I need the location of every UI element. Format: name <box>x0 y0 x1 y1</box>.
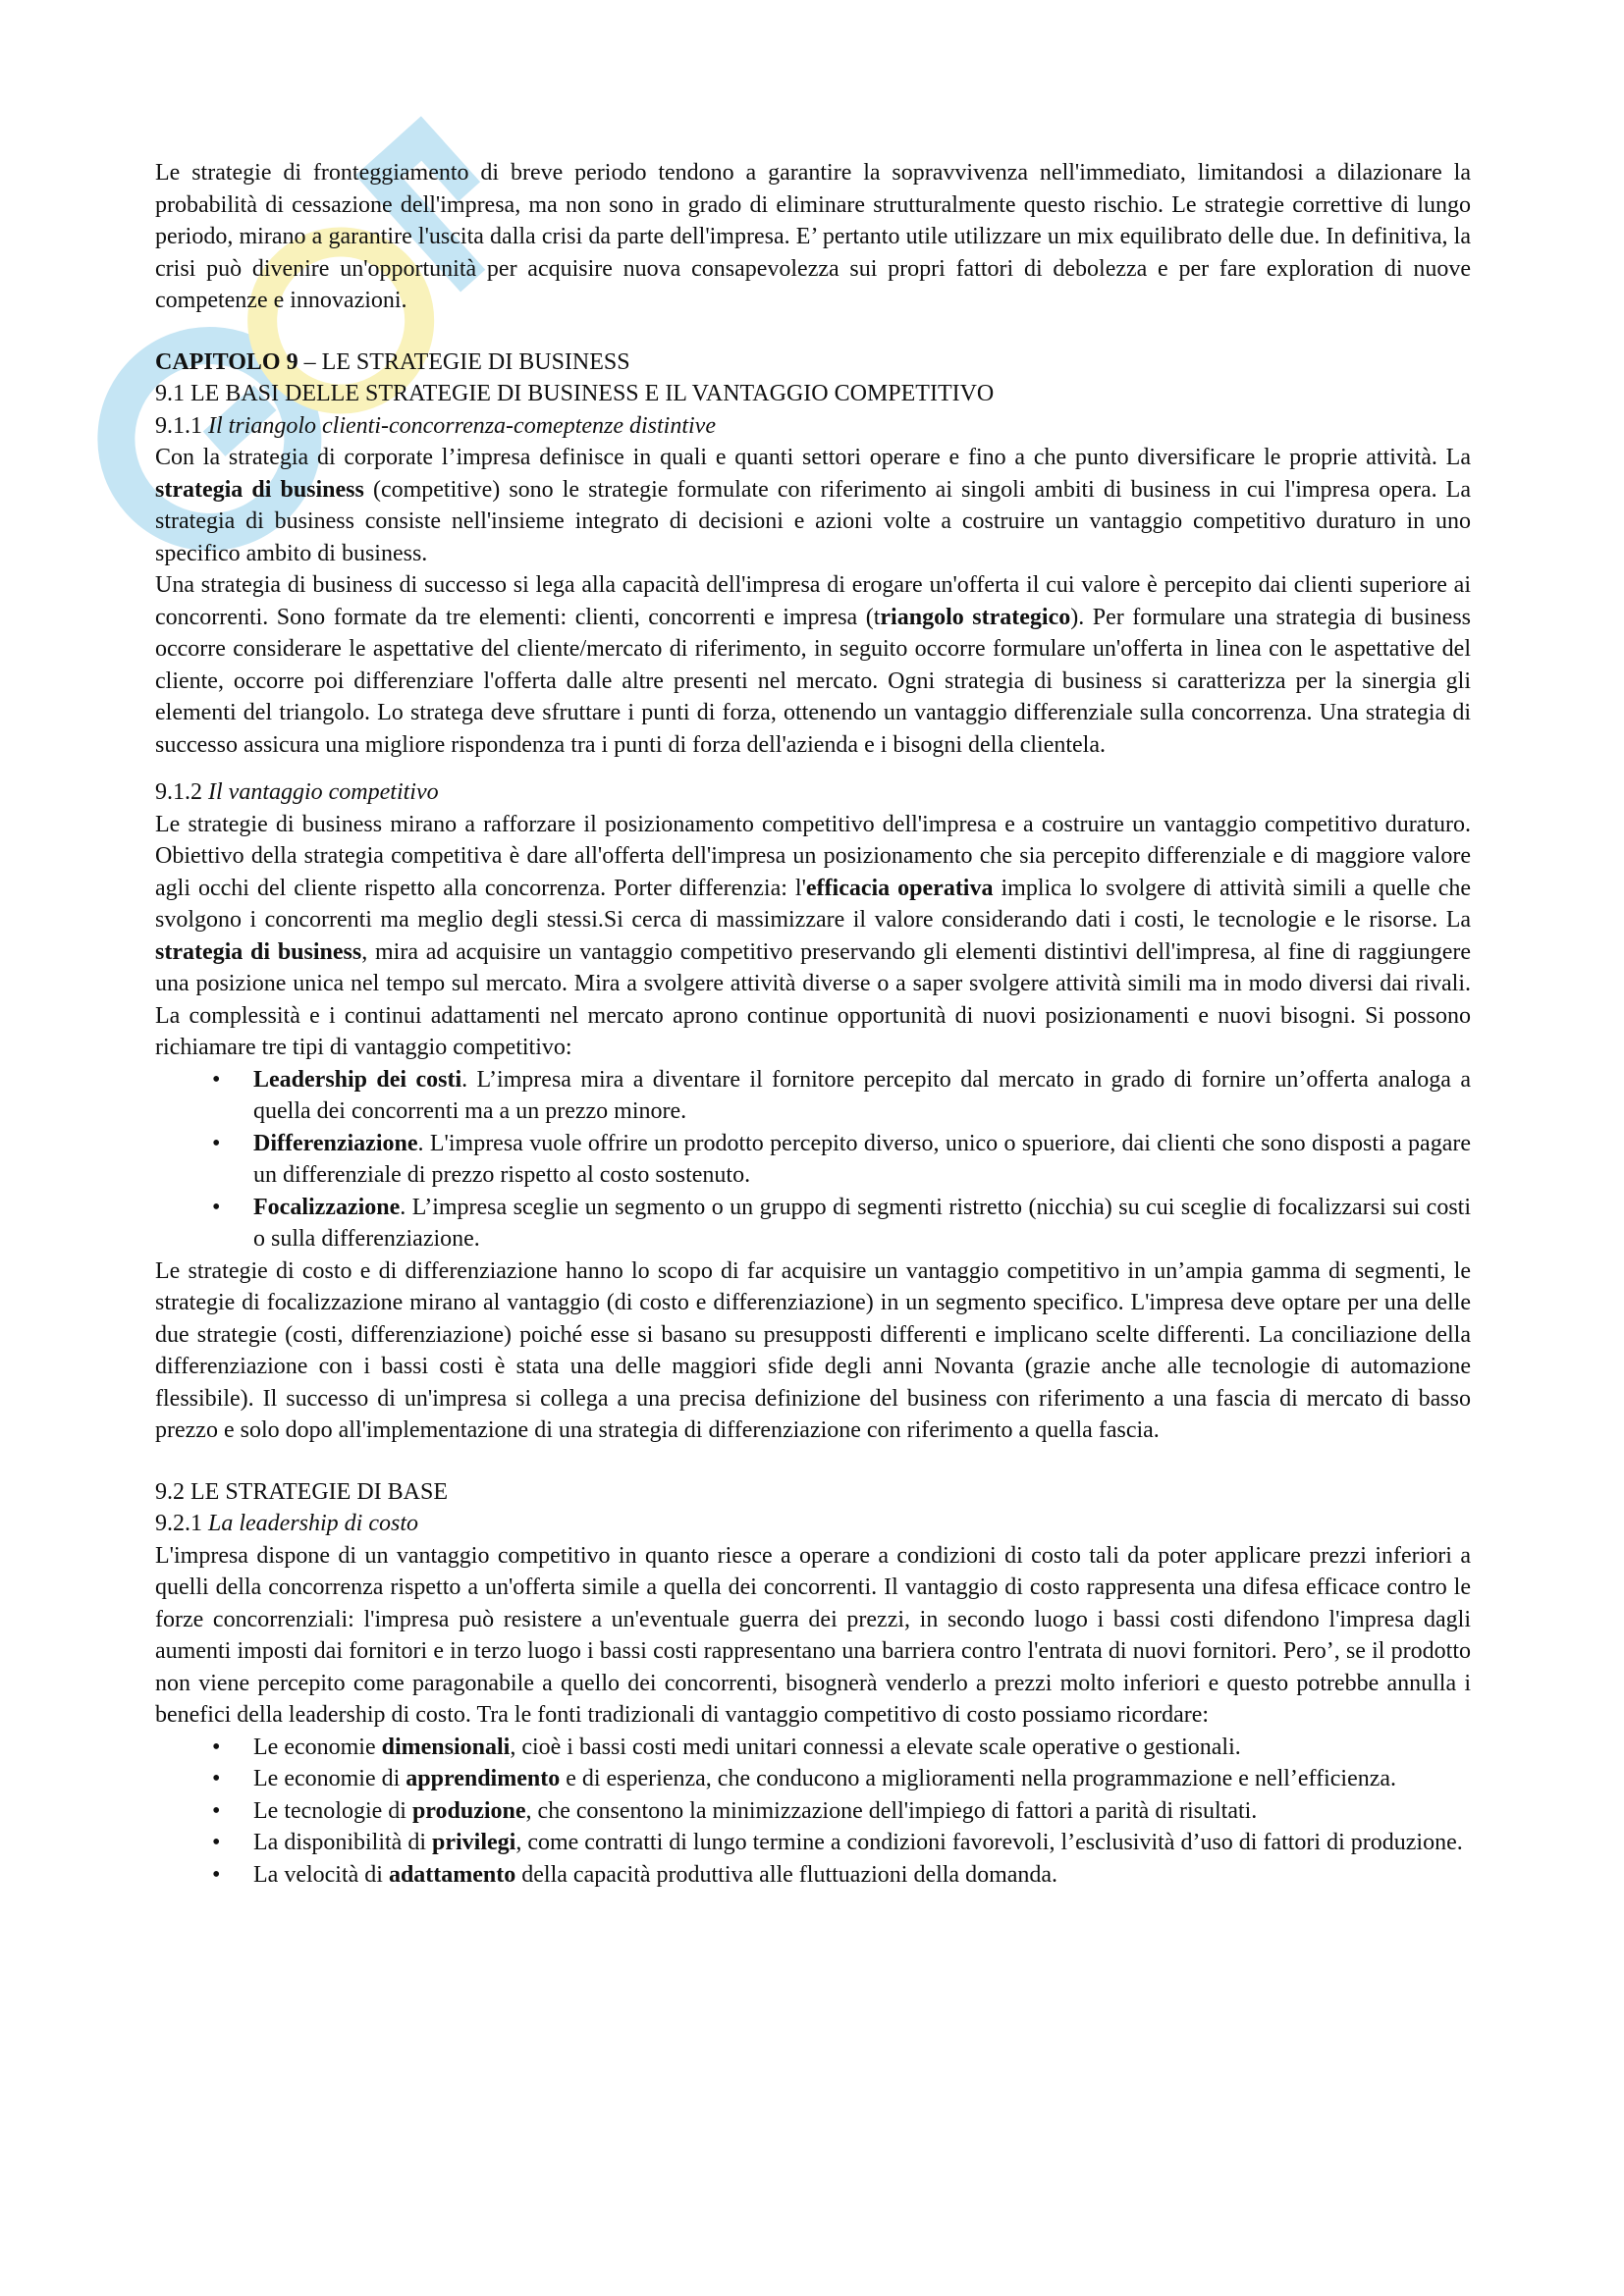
bold-term: apprendimento <box>406 1766 561 1791</box>
subsection-number: 9.2.1 <box>155 1511 208 1536</box>
bold-term: riangolo strategico <box>880 604 1071 630</box>
text-run: La velocità di <box>253 1861 389 1888</box>
paragraph-leadership-costo: L'impresa dispone di un vantaggio competitivo in quanto riesce a operare a condizioni di costo tali da poter applicare prezzi inferiori a quelli della concorrenza rispetto a un'offerta simile a quella dei concorrenti. Il vantaggio di costo rappresenta una difesa efficace contro le forze concorrenziali: l'impresa può resistere a un'eventuale guerra dei prezzi, in secondo luogo i bassi costi difendono l'impresa dagli aumenti imposti dai fornitori e in terzo luogo i bassi costi rappresentano una barriera contro l'entrata di nuovi fornitori. Pero’, se il prodotto non viene percepito come paragonabile a quello dei concorrenti, bisognerà venderlo a prezzi molto inferiori e questo potrebbe annulla i benefici della leadership di costo. Tra le fonti tradizionali di vantaggio competitivo di costo possiamo ricordare: <box>155 1542 1471 1728</box>
bold-term: efficacia operativa <box>805 875 994 901</box>
chapter-heading <box>155 347 1471 379</box>
text-run: , mira ad acquisire un vantaggio competitivo preservando gli elementi distintivi dell'impresa, al fine di raggiungere una posizione unica nel tempo sul mercato. Mira a svolgere attività diverse o a saper svolgere attività simili ma in modo diversi dai rivali. La complessità e i continui adattamenti nel mercato aprono continue opportunità di nuovi posizionamenti e nuovi bisogni. Si possono richiamare tre tipi di vantaggio competitivo: <box>155 938 1471 1060</box>
text-run: (competitive) sono le strategie formulate con riferimento ai singoli ambiti di business in cui l'impresa opera. La strategia di business consiste nell'insieme integrato di decisioni e azioni volte a costruire un vantaggio competitivo duraturo in uno specifico ambito di business. <box>155 476 1471 566</box>
bold-term: Leadership dei costi <box>253 1066 462 1093</box>
paragraph-triangolo <box>155 569 1471 761</box>
text-run: . L'impresa vuole offrire un prodotto percepito diverso, unico o spueriore, dai clienti che sono disposti a pagare un differenziale di prezzo rispetto al costo sostenuto. <box>253 1130 1471 1188</box>
intro-paragraph: Le strategie di fronteggiamento di breve periodo tendono a garantire la sopravvivenza nell'immediato, limitandosi a dilazionare la probabilità di cessazione dell'impresa, ma non sono in grado di eliminare strutturalmente questo rischio. Le strategie correttive di lungo periodo, mirano a garantire l'uscita dalla crisi da parte dell'impresa. E’ pertanto utile utilizzare un mix equilibrato delle due. In definitiva, la crisi può divenire un'opportunità per acquisire nuova consapevolezza sui propri fattori di debolezza e per fare exploration di nuove competenze e innovazioni. <box>155 160 1471 313</box>
subsection-title: Il triangolo clienti-concorrenza-comeptenze distintive <box>208 412 716 439</box>
list-item <box>155 1064 1471 1128</box>
subsection-heading-9-1-1 <box>155 410 1471 443</box>
chapter-label: CAPITOLO 9 <box>155 348 298 375</box>
section-heading-9-1: 9.1 LE BASI DELLE STRATEGIE DI BUSINESS E IL VANTAGGIO COMPETITIVO <box>155 381 995 406</box>
text-run: . L’impresa sceglie un segmento o un gruppo di segmenti ristretto (nicchia) su cui sceglie di focalizzarsi sui costi o sulla differenziazione. <box>253 1194 1471 1252</box>
list-item <box>155 1859 1471 1892</box>
bold-term: strategia di business <box>155 938 362 965</box>
list-item <box>155 1128 1471 1192</box>
paragraph-corporate-business <box>155 442 1471 569</box>
document-body <box>155 157 1471 1891</box>
subsection-heading-9-2-1 <box>155 1508 1471 1540</box>
text-run: Una strategia di business di successo si lega alla capacità dell'impresa di erogare un'offerta il cui valore è percepito dai clienti superiore ai concorrenti. Sono formate da tre elementi: clienti, concorrenti e impresa (t <box>155 572 1471 630</box>
list-item <box>155 1763 1471 1795</box>
list-item <box>155 1192 1471 1255</box>
subsection-number: 9.1.2 <box>155 779 208 805</box>
section-heading-9-2: 9.2 LE STRATEGIE DI BASE <box>155 1478 448 1505</box>
text-run: , che consentono la minimizzazione dell'impiego di fattori a parità di risultati. <box>525 1797 1258 1824</box>
text-run: La disponibilità di <box>253 1830 432 1855</box>
bold-term: Differenziazione <box>253 1130 418 1156</box>
subsection-title: Il vantaggio competitivo <box>208 779 439 805</box>
chapter-title: – LE STRATEGIE DI BUSINESS <box>298 348 630 375</box>
text-run: Le economie <box>253 1734 382 1760</box>
bold-term: adattamento <box>388 1861 516 1888</box>
bold-term: Focalizzazione <box>253 1194 401 1220</box>
subsection-number: 9.1.1 <box>155 412 208 439</box>
text-run: , come contratti di lungo termine a condizioni favorevoli, l’esclusività d’uso di fattori di produzione. <box>515 1830 1463 1855</box>
paragraph-costo-differenziazione: Le strategie di costo e di differenziazione hanno lo scopo di far acquisire un vantaggio competitivo in un’ampia gamma di segmenti, le strategie di focalizzazione mirano al vantaggio (di costo e differenziazione) in un segmento specifico. L'impresa deve optare per una delle due strategie (costi, differenziazione) poiché esse si basano su presupposti differenti e implicano scelte differenti. La conciliazione della differenziazione con i bassi costi è stata una delle maggiori sfide degli anni Novanta (grazie anche alle tecnologie di automazione flessibile). Il successo di un'impresa si collega a una precisa definizione del business con riferimento a una fascia di mercato di basso prezzo e solo dopo all'implementazione di una strategia di differenziazione con riferimento a quella fascia. <box>155 1257 1471 1443</box>
bold-term: dimensionali <box>381 1734 511 1760</box>
text-run: Con la strategia di corporate l’impresa definisce in quali e quanti settori operare e fino a che punto diversificare le proprie attività. La <box>155 445 1471 470</box>
text-run: ). Per formulare una strategia di business occorre considerare le aspettative del cliente/mercato di riferimento, in seguito occorre formulare un'offerta in linea con le aspettative del cliente, occorre poi differenziare l'offerta dalle altre presenti nel mercato. Ogni strategia di business si caratterizza per la sinergia gli elementi del triangolo. Lo stratega deve sfruttare i punti di forza, ottenendo un vantaggio differenziale sulla concorrenza. Una strategia di successo assicura una migliore rispondenza tra i punti di forza dell'azienda e i bisogni della clientela. <box>155 604 1471 758</box>
text-run: e di esperienza, che conducono a miglioramenti nella programmazione e nell’efficienza. <box>560 1766 1397 1791</box>
text-run: Le strategie di business mirano a rafforzare il posizionamento competitivo dell'impresa e a costruire un vantaggio competitivo duraturo. Obiettivo della strategia competitiva è dare all'offerta dell'impresa un posizionamento che sia percepito differenziale e di maggiore valore agli occhi del cliente rispetto alla concorrenza. Porter differenzia: l' <box>155 811 1471 901</box>
text-run: Le tecnologie di <box>253 1797 412 1824</box>
bullet-list-fonti-costo <box>155 1732 1471 1892</box>
bold-term: privilegi <box>431 1830 516 1855</box>
list-item <box>155 1795 1471 1828</box>
list-item <box>155 1732 1471 1764</box>
text-run: Le economie di <box>253 1766 406 1791</box>
bold-term: strategia di business <box>155 476 364 503</box>
subsection-heading-9-1-2 <box>155 776 1471 809</box>
paragraph-vantaggio <box>155 809 1471 1064</box>
text-run: . L’impresa mira a diventare il fornitore percepito dal mercato in grado di fornire un’offerta analoga a quella dei concorrenti ma a un prezzo minore. <box>253 1066 1471 1124</box>
text-run: implica lo svolgere di attività simili a quelle che svolgono i concorrenti ma meglio degli stessi.Si cerca di massimizzare il valore considerando dati i costi, le tecnologie e le risorse. La <box>155 875 1471 933</box>
text-run: , cioè i bassi costi medi unitari connessi a elevate scale operative o gestionali. <box>510 1734 1241 1760</box>
bold-term: produzione <box>411 1797 526 1824</box>
text-run: della capacità produttiva alle fluttuazioni della domanda. <box>515 1861 1058 1888</box>
bullet-list-vantaggi <box>155 1064 1471 1255</box>
subsection-title: La leadership di costo <box>208 1511 418 1536</box>
list-item <box>155 1827 1471 1859</box>
